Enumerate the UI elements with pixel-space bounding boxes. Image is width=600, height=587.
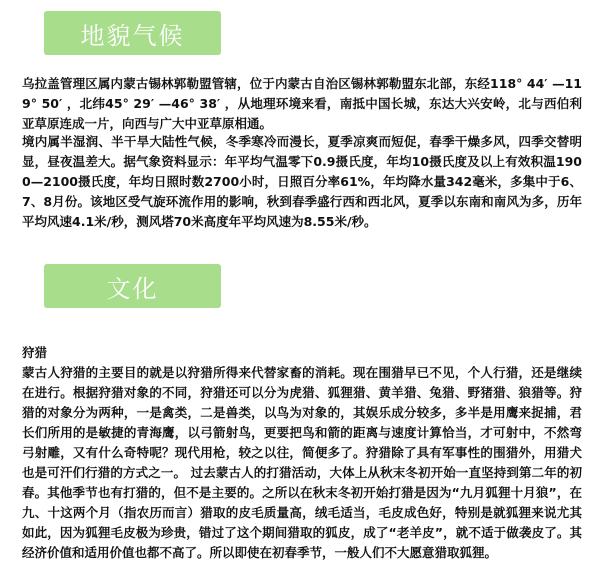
- culture-paragraph-hunting: 蒙古人狩猎的主要目的就是以狩猎所得来代替家畜的消耗。现在围猎早已不见，个人行猎，还是继续在进行。根据狩猎对象的不同，狩猎还可以分为虎猎、狐狸猎、黄羊猎、兔猎、野猪猎、狼猎等。狩猎的对象分为两种，一是禽类，二是兽类，以鸟为对象的，其娱乐成分较多，多半是用鹰来捉捕，君长们所用的是敏捷的青海鹰，以弓箭射鸟，更要把鸟和箭的距离与速度计算恰当，才可射中，不然弯弓射雕，又有什么奇特呢？现代用枪，较之以往，简便多了。狩猎除了具有军事性的围猎外，用猎犬也是可汗们行猎的方式之一。 过去蒙古人的打猎活动，大体上从秋末冬初开始一直坚持到第二年的初春。其他季节也有打猎的，但不是主要的。之所以在秋末冬初开始打猎是因为“九月狐狸十月狼”，在九、十这两个月（指农历而言）猎取的皮毛质量高，绒毛适当，毛皮成色好，特别是就狐狸来说尤其如此，因为狐狸毛皮极为珍贵，错过了这个期间猎取的狐皮，成了“老羊皮”，就不适于做袭皮了。其经济价值和适用价值也都不高了。所以即使在初春季节，一般人们不大愿意猎取狐狸。: [22, 365, 582, 560]
- geography-paragraph-climate: 境内属半湿润、半干旱大陆性气候，冬季寒冷而漫长，夏季凉爽而短促，春季干燥多风，四季交替明显，昼夜温差大。据气象资料显示：年平均气温零下0.9摄氏度，年均10摄氏度及以上有效积温1900—2100摄氏度，年均日照时数2700小时，日照百分率61%，年均降水量342毫米，多集中于6、7、8月份。该地区受气旋环流作用的影响，秋到春季盛行西和西北风，夏季以东南和南风为多，历年平均风速4.1米/秒，测风塔70米高度年平均风速为8.55米/秒。: [22, 134, 582, 229]
- geography-paragraph-location: 乌拉盖管理区属内蒙古锡林郭勒盟管辖，位于内蒙古自治区锡林郭勒盟东北部，东经118° 44′ —119° 50′ ，北纬45° 29′ —46° 38′ ，从地理环境来看，南抵中国长城，东达大兴安岭，北与西伯利亚草原连成一片，向西与广大中亚草原相通。: [22, 76, 582, 131]
- section-title-geography: 地貌气候: [80, 21, 185, 50]
- section-banner-culture: [44, 264, 221, 308]
- section-title-culture: 文化: [106, 274, 159, 303]
- section-banner-geography: [44, 11, 221, 55]
- culture-subheading-hunting: 狩猎: [22, 345, 48, 360]
